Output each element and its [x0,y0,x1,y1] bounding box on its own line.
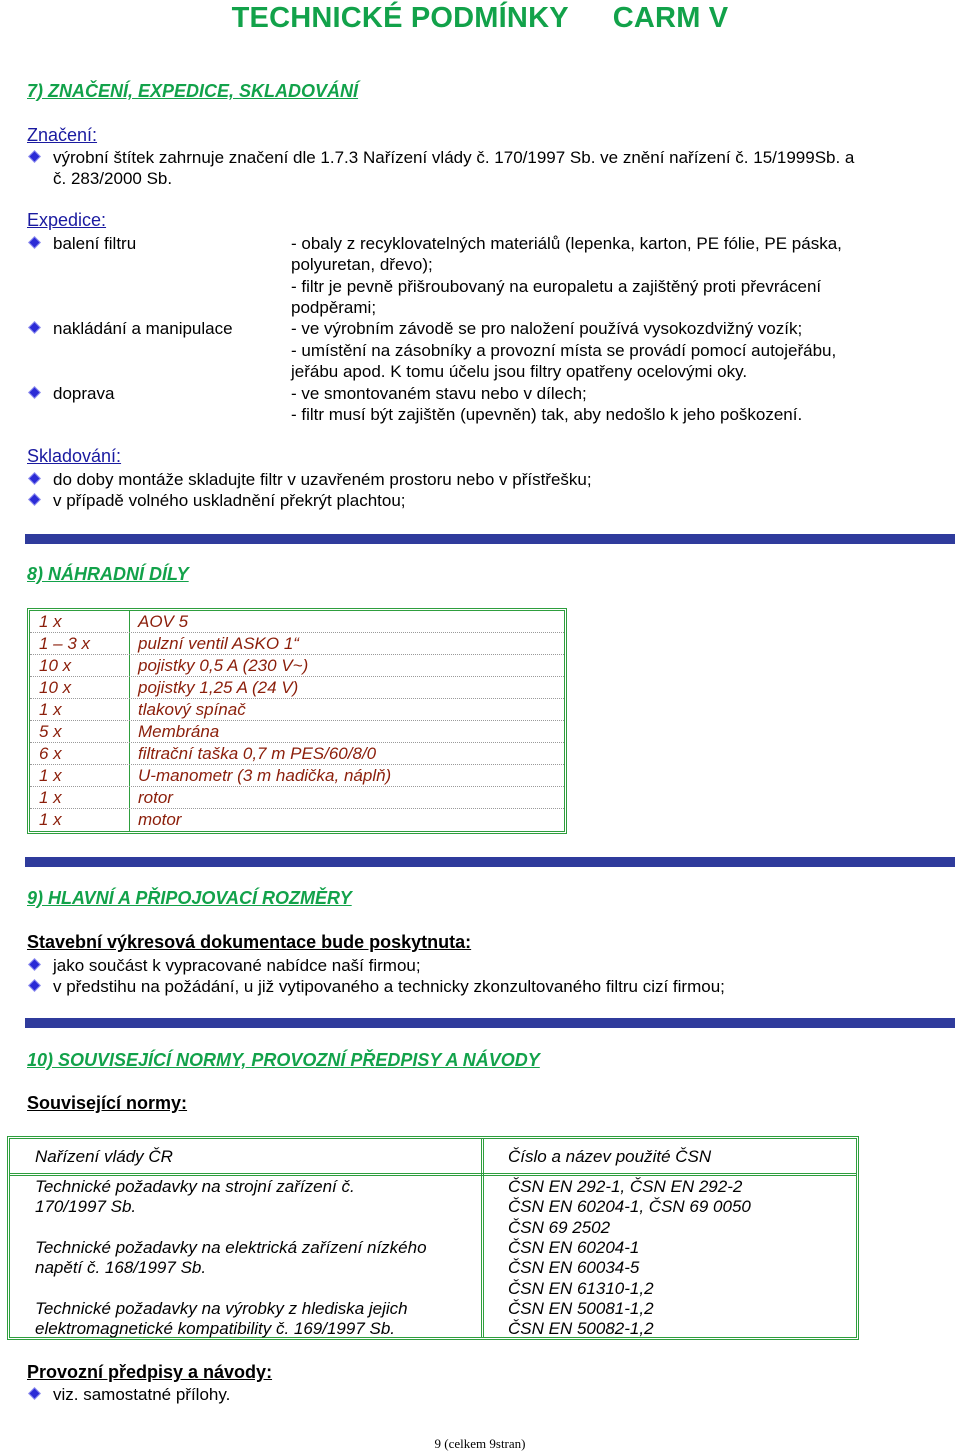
regulation-line: Technické požadavky na výrobky z hlediska jejich [35,1299,408,1318]
csn-line: ČSN EN 50082-1,2 [508,1319,654,1338]
part-name: AOV 5 [138,612,189,631]
table-row [30,611,564,633]
part-qty: 1 x [39,612,62,631]
regulation-line: 170/1997 Sb. [35,1197,137,1216]
provozni-label: Provozní předpisy a návody: [27,1362,273,1382]
csn-line: ČSN EN 292-1, ČSN EN 292-2 [508,1177,743,1196]
doprava-text-1: - ve smontovaném stavu nebo v dílech; [291,384,587,403]
nakladani-text-1: - ve výrobním závodě se pro naložení používá vysokozdvižný vozík; [291,319,803,338]
table-row [30,633,564,655]
csn-line: ČSN EN 61310-1,2 [508,1279,654,1298]
dokumentace-item-2: v předstihu na požádání, u již vytipovaného a technicky zkonzultovaného filtru cizí firmou; [53,977,725,996]
csn-line: ČSN EN 60204-1, ČSN 69 0050 [508,1197,751,1216]
table-column-divider [481,1139,484,1337]
section-7-heading: 7) ZNAČENÍ, EXPEDICE, SKLADOVÁNÍ [27,81,359,101]
part-name: tlakový spínač [138,700,246,719]
znaceni-label: Značení: [27,125,98,145]
bullet-icon [28,386,41,399]
znaceni-text-2: č. 283/2000 Sb. [53,169,173,188]
section-9-heading: 9) HLAVNÍ A PŘIPOJOVACÍ ROZMĚRY [27,888,352,908]
bullet-icon [28,979,41,992]
dokumentace-item-1: jako součást k vypracované nabídce naší firmou; [53,956,421,975]
part-name: pojistky 0,5 A (230 V~) [138,656,309,675]
baleni-text-3: - filtr je pevně přišroubovaný na europaletu a zajištěný proti převrácení [291,277,822,296]
baleni-label: balení filtru [53,234,137,253]
section-divider [25,1018,955,1028]
bullet-icon [28,1387,41,1400]
bullet-icon [28,958,41,971]
part-name: motor [138,810,182,829]
table-row [30,699,564,721]
nakladani-text-3: jeřábu apod. K tomu účelu jsou filtry opatřeny ocelovými oky. [291,362,748,381]
baleni-text-1: - obaly z recyklovatelných materiálů (lepenka, karton, PE fólie, PE páska, [291,234,842,253]
part-name: Membrána [138,722,220,741]
col-header-regulation: Nařízení vlády ČR [35,1147,173,1166]
part-qty: 1 x [39,700,62,719]
skladovani-text-1: do doby montáže skladujte filtr v uzavřeném prostoru nebo v přístřešku; [53,470,592,489]
expedice-label: Expedice: [27,210,107,230]
doprava-text-2: - filtr musí být zajištěn (upevněn) tak, aby nedošlo k jeho poškození. [291,405,803,424]
table-row [30,677,564,699]
page-footer: 9 (celkem 9stran) [434,1436,526,1451]
table-row [30,743,564,765]
part-name: pojistky 1,25 A (24 V) [138,678,299,697]
part-name: U-manometr (3 m hadička, náplň) [138,766,392,785]
part-qty: 1 x [39,766,62,785]
dokumentace-label: Stavební výkresová dokumentace bude poskytnuta: [27,932,472,952]
col-header-csn: Číslo a název použité ČSN [508,1147,712,1166]
part-name: pulzní ventil ASKO 1“ [138,634,299,653]
part-qty: 10 x [39,656,72,675]
part-qty: 5 x [39,722,62,741]
part-name: filtrační taška 0,7 m PES/60/8/0 [138,744,377,763]
regulation-line: napětí č. 168/1997 Sb. [35,1258,207,1277]
title-right: CARM V [612,2,729,34]
part-qty: 10 x [39,678,72,697]
part-qty: 1 x [39,788,62,807]
regulation-line: Technické požadavky na strojní zařízení č. [35,1177,355,1196]
title-left: TECHNICKÉ PODMÍNKY [231,2,569,34]
table-row [30,787,564,809]
csn-line: ČSN EN 60204-1 [508,1238,640,1257]
csn-line: ČSN EN 60034-5 [508,1258,640,1277]
bullet-icon [28,472,41,485]
table-row [30,721,564,743]
bullet-icon [28,321,41,334]
baleni-text-2: polyuretan, dřevo); [291,255,433,274]
table-row [30,765,564,787]
csn-line: ČSN 69 2502 [508,1218,611,1237]
nakladani-text-2: - umístění na zásobníky a provozní místa se provádí pomocí autojeřábu, [291,341,837,360]
provozni-item: viz. samostatné přílohy. [53,1385,231,1404]
regulation-line: elektromagnetické kompatibility č. 169/1997 Sb. [35,1319,396,1338]
baleni-text-4: podpěrami; [291,298,377,317]
bullet-icon [28,150,41,163]
table-row [30,809,564,831]
skladovani-label: Skladování: [27,446,122,466]
section-divider [25,857,955,867]
part-qty: 6 x [39,744,62,763]
table-row [30,655,564,677]
csn-line: ČSN EN 50081-1,2 [508,1299,654,1318]
part-qty: 1 x [39,810,62,829]
part-qty: 1 – 3 x [39,634,91,653]
document-title [0,2,960,35]
norms-table [7,1136,859,1340]
part-name: rotor [138,788,173,807]
normy-label: Související normy: [27,1093,188,1113]
bullet-icon [28,493,41,506]
nakladani-label: nakládání a manipulace [53,319,233,338]
section-10-heading: 10) SOUVISEJÍCÍ NORMY, PROVOZNÍ PŘEDPISY A NÁVODY [27,1050,540,1070]
bullet-icon [28,236,41,249]
regulation-line: Technické požadavky na elektrická zařízení nízkého [35,1238,427,1257]
skladovani-text-2: v případě volného uskladnění překrýt plachtou; [53,491,406,510]
section-divider [25,534,955,544]
znaceni-text-1: výrobní štítek zahrnuje značení dle 1.7.3 Nařízení vlády č. 170/1997 Sb. ve znění nařízení č. 15/1999Sb. a [53,148,855,167]
section-8-heading: 8) NÁHRADNÍ DÍLY [27,564,189,584]
spare-parts-table [27,608,567,834]
doprava-label: doprava [53,384,115,403]
